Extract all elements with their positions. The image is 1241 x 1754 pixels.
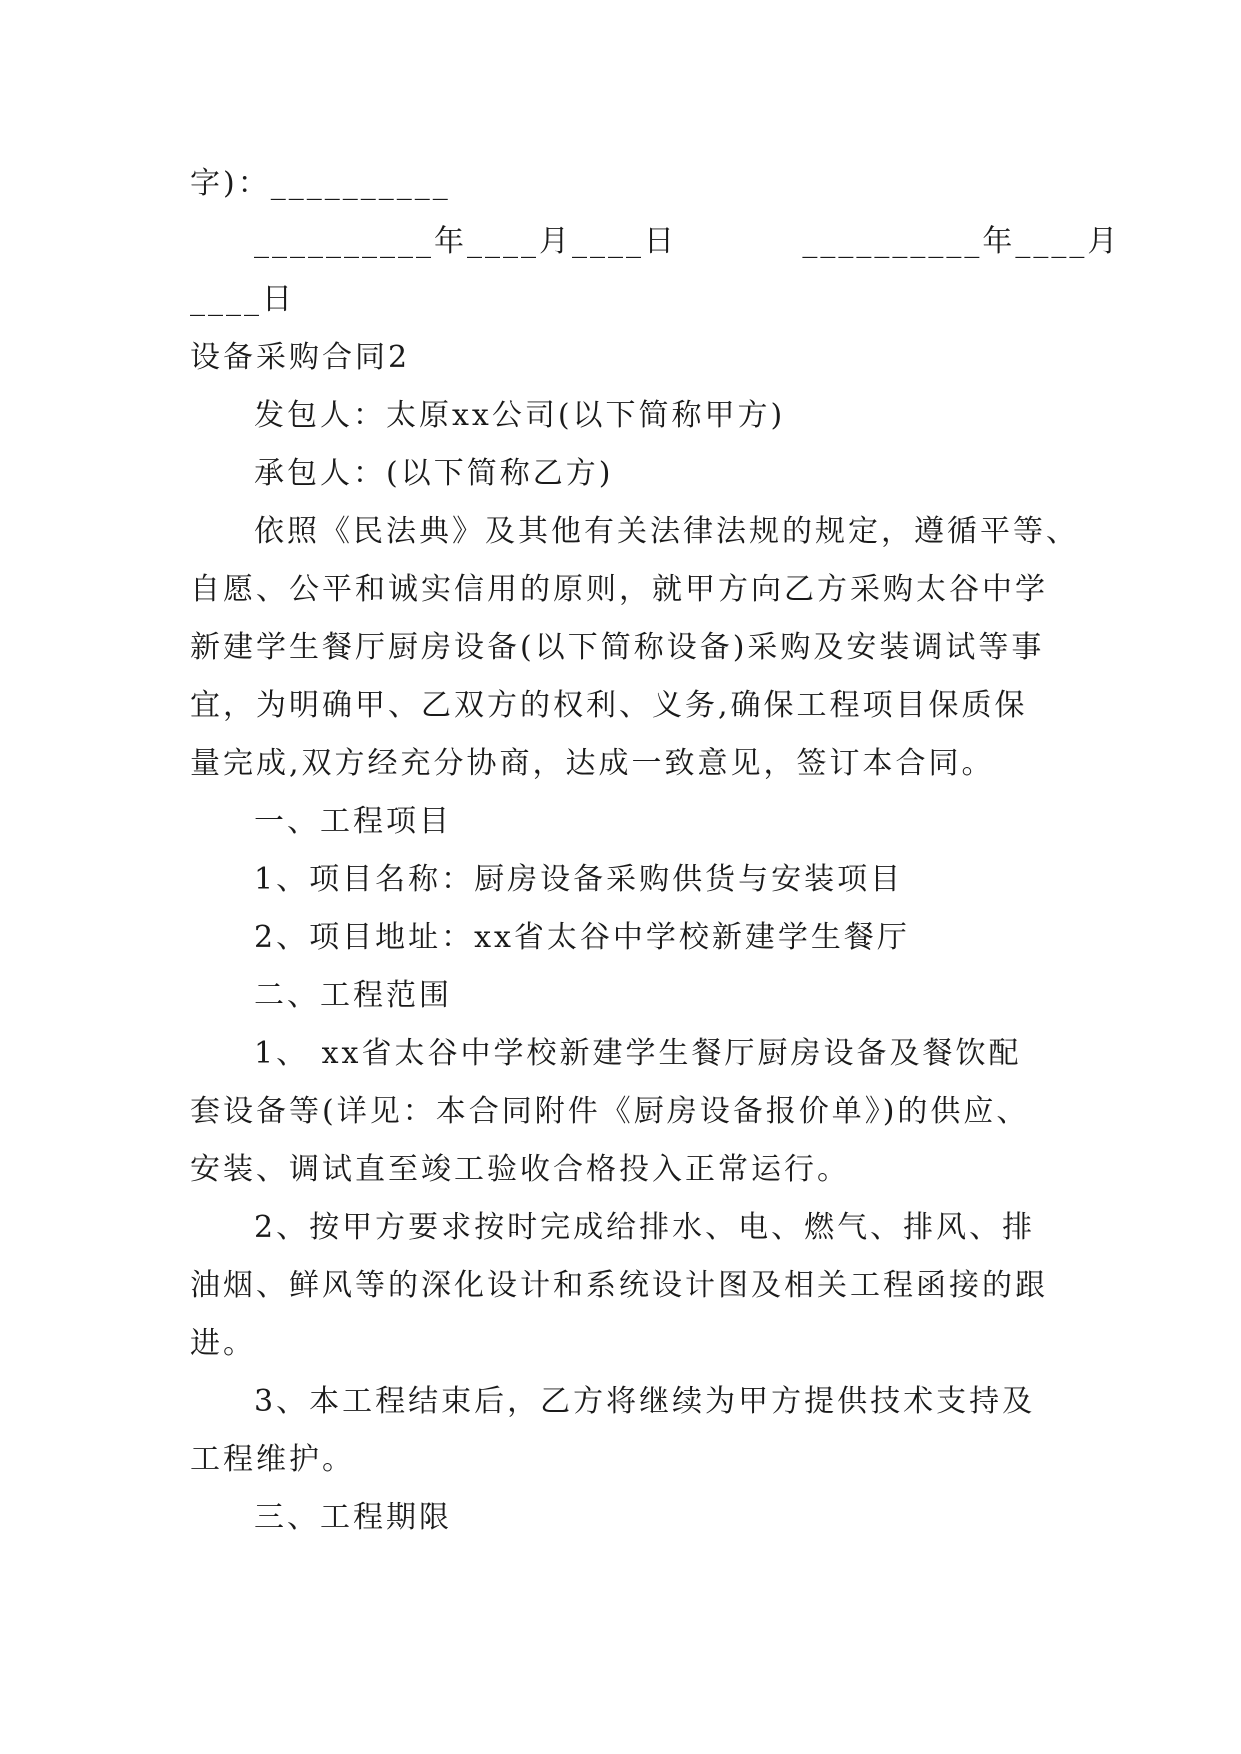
section-title: 设备采购合同2 xyxy=(190,340,411,375)
paragraph-line: 依照《民法典》及其他有关法律法规的规定，遵循平等、 xyxy=(254,514,1079,549)
list-item: 2、按甲方要求按时完成给排水、电、燃气、排风、排 xyxy=(254,1210,1036,1245)
heading-project: 一、工程项目 xyxy=(254,804,452,839)
list-item-continued: 进。 xyxy=(190,1326,256,1361)
list-item: 1、 xx省太谷中学校新建学生餐厅厨房设备及餐饮配 xyxy=(254,1036,1022,1071)
list-item-continued: 安装、调试直至竣工验收合格投入正常运行。 xyxy=(190,1152,850,1187)
list-item: 2、项目地址：xx省太谷中学校新建学生餐厅 xyxy=(254,920,910,955)
paragraph-line: 量完成,双方经充分协商，达成一致意见，签订本合同。 xyxy=(190,746,995,781)
signature-line-end: 字)：__________ xyxy=(190,166,451,201)
party-a-line: 发包人：太原xx公司(以下简称甲方) xyxy=(254,398,786,433)
paragraph-line: 宜，为明确甲、乙双方的权利、义务,确保工程项目保质保 xyxy=(190,688,1028,723)
heading-duration: 三、工程期限 xyxy=(254,1500,452,1535)
list-item-continued: 工程维护。 xyxy=(190,1442,355,1477)
paragraph-line: 新建学生餐厅厨房设备(以下简称设备)采购及安装调试等事 xyxy=(190,630,1045,665)
list-item: 3、本工程结束后，乙方将继续为甲方提供技术支持及 xyxy=(254,1384,1036,1419)
list-item: 1、项目名称：厨房设备采购供货与安装项目 xyxy=(254,862,904,897)
party-b-line: 承包人：(以下简称乙方) xyxy=(254,456,614,491)
list-item-continued: 套设备等(详见：本合同附件《厨房设备报价单》)的供应、 xyxy=(190,1094,1030,1129)
list-item-continued: 油烟、鲜风等的深化设计和系统设计图及相关工程函接的跟 xyxy=(190,1268,1048,1303)
date-line-continued: ____日 xyxy=(190,282,295,317)
date-line: __________年____月____日 __________年____月 xyxy=(254,224,1121,259)
paragraph-line: 自愿、公平和诚实信用的原则，就甲方向乙方采购太谷中学 xyxy=(190,572,1048,607)
heading-scope: 二、工程范围 xyxy=(254,978,452,1013)
